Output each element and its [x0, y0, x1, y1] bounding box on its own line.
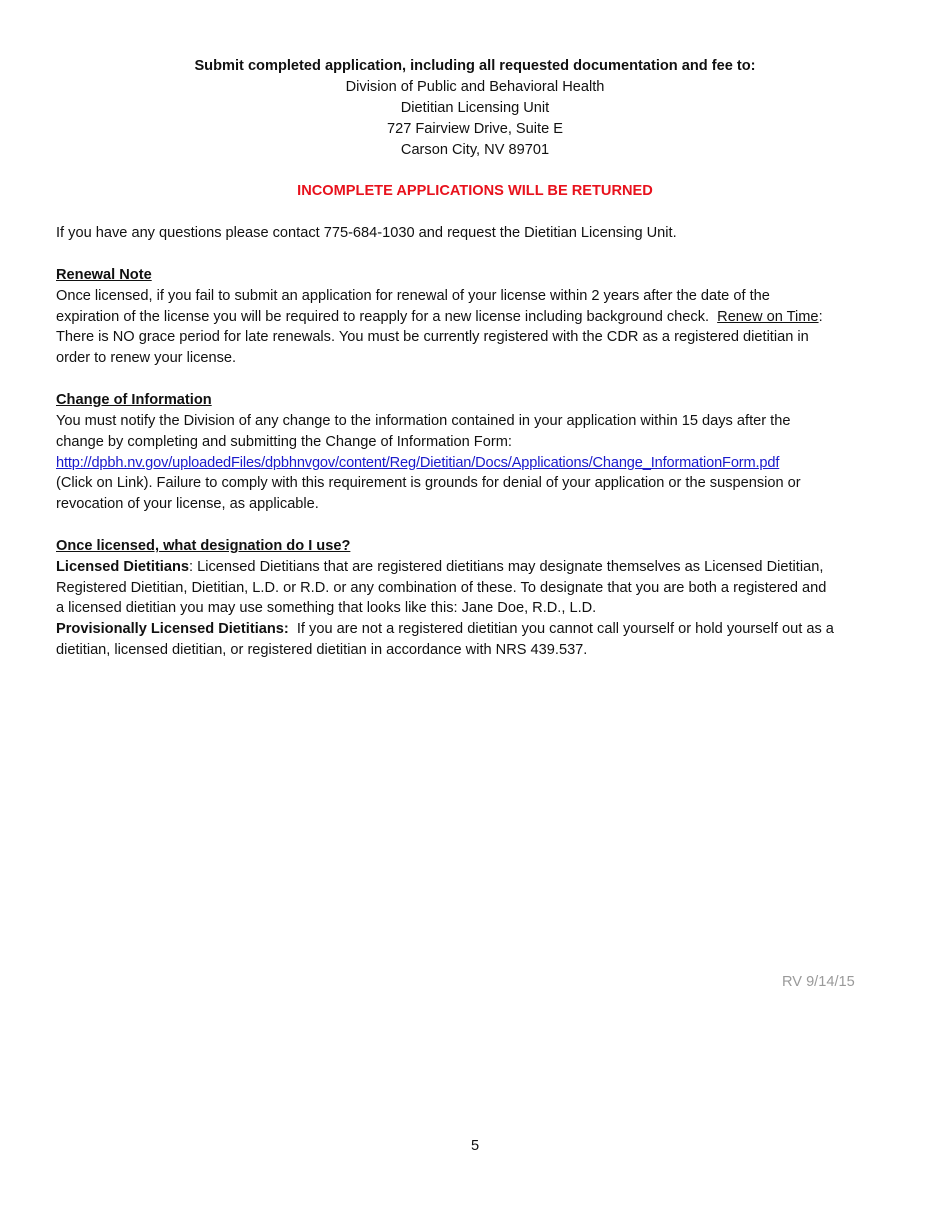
licensed-dietitians-text: : Licensed Dietitians that are registered dietitians may designate themselves as Licensed Dietitian, — [189, 559, 824, 575]
address-line-3: 727 Fairview Drive, Suite E — [386, 121, 563, 137]
change-info-heading: Change of Information — [56, 392, 212, 408]
designation-ld-line-1 — [56, 557, 896, 578]
revision-date: RV 9/14/15 — [782, 974, 855, 990]
contact-line: If you have any questions please contact 775-684-1030 and request the Dietitian Licensing Unit. — [56, 225, 677, 241]
provisionally-licensed-label: Provisionally Licensed Dietitians: — [56, 621, 289, 637]
change-info-text-1: You must notify the Division of any change to the information contained in your application within 15 days after the — [56, 413, 791, 429]
address-line-2: Dietitian Licensing Unit — [400, 100, 550, 116]
designation-pld-line-2: dietitian, licensed dietitian, or registered dietitian in accordance with NRS 439.537. — [56, 642, 588, 658]
change-information-form-link[interactable]: http://dpbh.nv.gov/uploadedFiles/dpbhnvgov/content/Reg/Dietitian/Docs/Applications/Change_InformationForm.pdf — [56, 455, 780, 471]
incomplete-warning: INCOMPLETE APPLICATIONS WILL BE RETURNED — [297, 183, 653, 199]
designation-ld-line-2: Registered Dietitian, Dietitian, L.D. or R.D. or any combination of these. To designate that you are both a registered and — [56, 580, 827, 596]
provisionally-licensed-text: If you are not a registered dietitian you cannot call yourself or hold yourself out as a — [288, 621, 834, 637]
change-info-link-line — [56, 453, 896, 474]
designation-ld-line-3: a licensed dietitian you may use something that looks like this: Jane Doe, R.D., L.D. — [56, 600, 597, 616]
designation-heading: Once licensed, what designation do I use? — [56, 538, 351, 554]
renewal-text-1: Once licensed, if you fail to submit an application for renewal of your license within 2 years after the date of the — [56, 288, 770, 304]
change-info-text-4: (Click on Link). Failure to comply with this requirement is grounds for denial of your application or the suspension or — [56, 475, 801, 491]
renewal-text-4: order to renew your license. — [56, 350, 237, 366]
renewal-text-3: There is NO grace period for late renewals. You must be currently registered with the CDR as a registered dietitian in — [56, 329, 809, 345]
renewal-colon: : — [818, 309, 823, 325]
designation-pld-line-1 — [56, 619, 896, 640]
licensed-dietitians-label: Licensed Dietitians — [56, 559, 190, 575]
change-info-text-2: change by completing and submitting the Change of Information Form: — [56, 434, 512, 450]
submit-instruction: Submit completed application, including all requested documentation and fee to: — [194, 58, 756, 74]
renewal-text-2-body: expiration of the license you will be required to reapply for a new license including background check. — [56, 309, 718, 325]
address-line-4: Carson City, NV 89701 — [400, 142, 550, 158]
page-number: 5 — [470, 1138, 480, 1154]
renewal-heading: Renewal Note — [56, 267, 152, 283]
change-info-text-5: revocation of your license, as applicable. — [56, 496, 319, 512]
renew-on-time-label: Renew on Time — [717, 309, 819, 325]
address-line-1: Division of Public and Behavioral Health — [345, 79, 605, 95]
renewal-text-2 — [56, 307, 896, 328]
